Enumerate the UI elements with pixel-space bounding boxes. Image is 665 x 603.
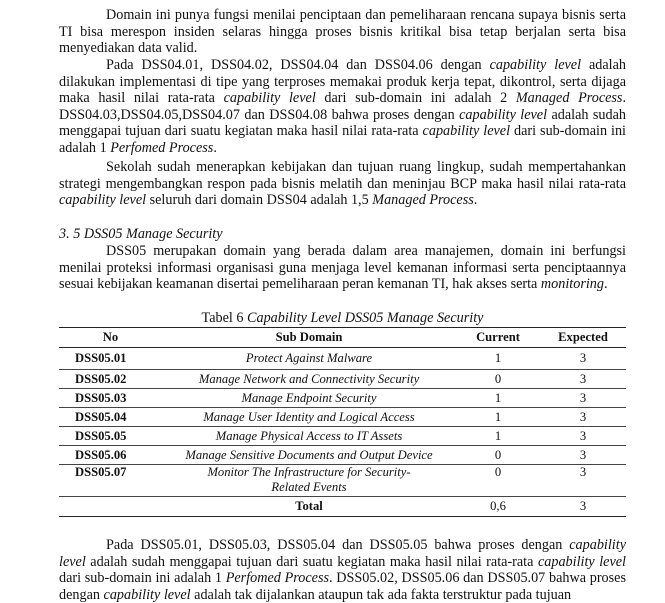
table-total-row: Total 0,6 3 [59, 497, 626, 517]
table-row: DSS05.06 Manage Sensitive Documents and Output Device 0 3 [59, 446, 626, 465]
table-caption: Tabel 6 Capability Level DSS05 Manage Security [201, 310, 484, 326]
header-no: No [59, 328, 162, 348]
paragraph-dss05-results: Pada DSS05.01, DSS05.03, DSS05.04 dan DSS05.05 bahwa proses dengan capability level adalah sudah menggapai tujuan dari suatu kegiatan maka hasil nilai rata-rata capability level dari sub-domain ini adalah 1 Perfomed Process. DSS05.02, DSS05.06 dan DSS05.07 bahwa proses dengan capability level adalah tak dijalankan ataupun tak ada fakta terstruktur pada tujuan [59, 537, 626, 603]
table-row: DSS05.07 Monitor The Infrastructure for Security-Related Events 0 3 [59, 465, 626, 497]
paragraph-dss04-results: Pada DSS04.01, DSS04.02, DSS04.04 dan DSS04.06 dengan capability level adalah dilakukan implementasi di tipe yang terproses memakai produk kerja tepat, dikontrol, serta dijaga maka hasil nilai rata-rata capability level dari sub-domain ini adalah 2 Managed Process. DSS04.03,DSS04.05,DSS04.07 dan DSS04.08 bahwa proses dengan capability level adalah sudah menggapai tujuan dari suatu kegiatan maka hasil nilai rata-rata capability level dari sub-domain ini adalah 1 Perfomed Process. [59, 57, 627, 156]
paragraph-dss04-function: Domain ini punya fungsi menilai penciptaan dan pemeliharaan rencana supaya bisnis serta TI bisa merespon insiden selaras hingga proses bisnis kritikal bisa tetap berjalan serta bisa menyediakan data valid. [59, 7, 626, 57]
section-heading: 3. 5 DSS05 Manage Security [59, 226, 223, 242]
paragraph-dss04-summary: Sekolah sudah menerapkan kebijakan dan tujuan ruang lingkup, sudah mempertahankan strategi mengembangkan respon pada bisnis melatih dan meninjau BCP maka hasil nilai rata-rata capability level seluruh dari domain DSS04 adalah 1,5 Managed Process. [59, 159, 626, 209]
capability-table [59, 327, 626, 517]
header-current: Current [456, 328, 540, 348]
table-row: DSS05.04 Manage User Identity and Logical Access 1 3 [59, 408, 626, 427]
header-sub-domain: Sub Domain [162, 328, 456, 348]
table-row: DSS05.02 Manage Network and Connectivity Security 0 3 [59, 370, 626, 389]
table-row: DSS05.03 Manage Endpoint Security 1 3 [59, 389, 626, 408]
table-header-row [59, 328, 626, 348]
paragraph-dss05-intro: DSS05 merupakan domain yang berada dalam area manajemen, domain ini berfungsi menilai proteksi informasi organisasi guna menjaga level kemanan informasi serta penciptaannya sesuai kebijakan keamanan disertai pemeliharaan peran kemanan TI, hak akses serta monitoring. [59, 243, 626, 293]
header-expected: Expected [540, 328, 626, 348]
table-row: DSS05.01 Protect Against Malware 1 3 [59, 348, 626, 370]
table-row: DSS05.05 Manage Physical Access to IT Assets 1 3 [59, 427, 626, 446]
